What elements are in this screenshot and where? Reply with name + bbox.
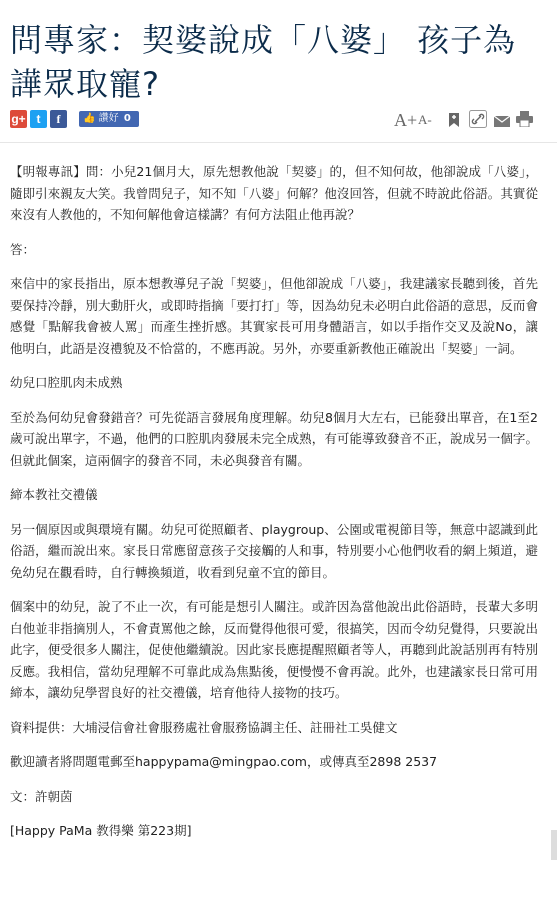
thumbs-up-icon: 👍 xyxy=(83,113,96,124)
google-plus-icon[interactable]: g+ xyxy=(11,112,26,126)
scroll-indicator[interactable] xyxy=(551,830,557,860)
contact-info: 歡迎讀者將問題電郵至happypama@mingpao.com，或傳真至2898 2537 xyxy=(10,754,438,769)
bookmark-icon[interactable] xyxy=(448,112,460,133)
like-count: 0 xyxy=(123,113,131,124)
issue-credit: [Happy PaMa 教得樂 第223期] xyxy=(10,823,192,838)
article-paragraph: 另一個原因或與環境有關。幼兒可從照顧者、playgroup、公園或電視節目等，無意中認識到此俗語，繼而說出來。家長日常應留意孩子交接觸的人和事，特別要小心他們收看的網上頻道，避免幼兒在觀看時，自行轉換頻道，收看到兒童不宜的節目。 xyxy=(10,521,538,580)
facebook-icon[interactable]: f xyxy=(50,110,67,128)
intro-paragraph: 【明報專訊】問：小兒21個月大，原先想教他說「契婆」的，但不知何故，他卻說成「八婆」，隨即引來親友大笑。我曾問兒子，知不知「八婆」何解？他沒回答，但就不時說此俗語。其實從來沒有人教他的，不知何解他會這樣講？有何方法阻止他再說？ xyxy=(10,164,538,222)
font-decrease-button[interactable]: A- xyxy=(418,112,432,127)
link-icon[interactable] xyxy=(469,110,487,133)
twitter-icon[interactable]: t xyxy=(30,110,47,128)
article-body xyxy=(10,161,538,855)
email-icon[interactable] xyxy=(494,114,510,132)
article-paragraph: 來信中的家長指出，原本想教導兒子說「契婆」，但他卻說成「八婆」，我建議家長聽到後，首先要保持冷靜，別大動肝火，或即時指摘「要打打」等，因為幼兒未必明白此俗語的意思，反而會感覺「點解我會被人罵」而產生挫折感。其實家長可用身體語言，如以手指作交叉及說No，讓他明白，此語是沒禮貌及不恰當的，不應再說。另外，亦要重新教他正確說出「契婆」一詞。 xyxy=(10,276,538,356)
author-credit: 文：許朝茵 xyxy=(10,788,73,804)
page-title: 問專家：契婆說成「八婆」 孩子為譁眾取寵? xyxy=(10,21,517,103)
answer-label: 答： xyxy=(10,241,36,257)
section-heading: 幼兒口腔肌肉未成熟 xyxy=(10,375,123,390)
print-icon[interactable] xyxy=(516,111,533,132)
article-paragraph: 個案中的幼兒，說了不止一次，有可能是想引人關注。或許因為當他說出此俗語時，長輩大多明白他並非指摘別人，不會責罵他之餘，反而覺得他很可愛，很搞笑，因而令幼兒覺得，只要說出此字，便受很多人關注，促使他繼續說。因此家長應提醒照顧者等人，再聽到此說話別再有特別反應。我相信，當幼兒理解不可靠此成為焦點後，便慢慢不會再說。此外，也建議家長日常可用締本，讓幼兒學習良好的社交禮儀，培育他待人接物的技巧。 xyxy=(10,599,538,700)
source-credit: 資料提供：大埔浸信會社會服務處社會服務協調主任、註冊社工吳健文 xyxy=(10,719,398,735)
like-label: 讚好 xyxy=(98,113,119,124)
article-toolbar xyxy=(10,110,550,130)
facebook-like-button[interactable] xyxy=(79,111,139,127)
article-paragraph: 至於為何幼兒會發錯音？可先從語言發展角度理解。幼兒8個月大左右，已能發出單音，在1至2歲可說出單字，不過，他們的口腔肌肉發展未完全成熟，有可能導致發音不正，說成另一個字。但就此個案，這兩個字的發音不同，未必與發音有關。 xyxy=(10,409,538,468)
section-heading: 締本教社交禮儀 xyxy=(10,487,98,502)
font-increase-button[interactable]: A+ xyxy=(394,110,418,130)
divider xyxy=(0,142,557,143)
